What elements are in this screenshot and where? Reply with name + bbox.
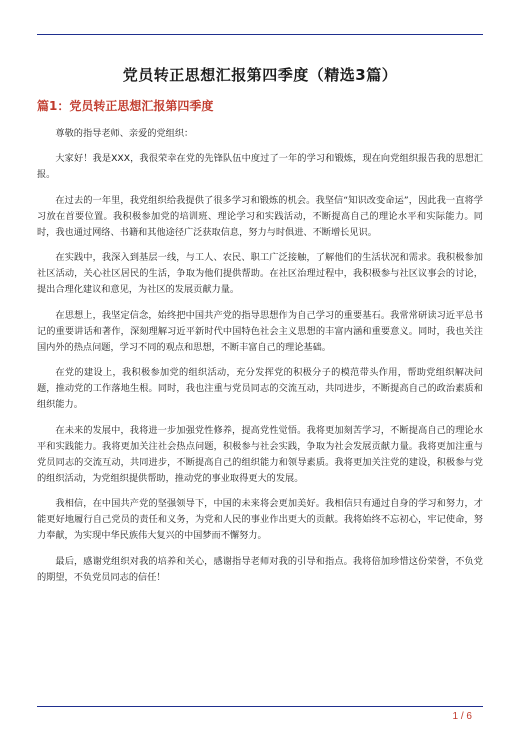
paragraph-salutation: 尊敬的指导老师、亲爱的党组织： [55,128,194,139]
paragraph-belief: 我相信，在中国共产党的坚强领导下，中国的未来将会更加美好。我相信只有通过自身的学习和努力，才能更好地履行自己党员的责任和义务，为党和人民的事业作出更大的贡献。我将始终不忘初心，牢记使命，努力奉献，为实现中华民族伟大复兴的中国梦而不懈努力。 [37,498,483,541]
document-title: 党员转正思想汇报第四季度（精选3篇） [122,66,398,84]
page-number: 1 / 6 [452,711,472,722]
section-heading: 篇1：党员转正思想汇报第四季度 [37,99,214,113]
paragraph-future: 在未来的发展中，我将进一步加强党性修养，提高党性觉悟。我将更加刻苦学习，不断提高自己的理论水平和实践能力。我将更加关注社会热点问题，积极参与社会实践，争取为社会发展贡献力量。我将更加注重与党员同志的交流互动，共同进步，不断提高自己的组织能力和领导素质。我将更加关注党的建设，积极参与党的组织活动，为党组织提供帮助，推动党的事业取得更大的发展。 [37,424,483,484]
paragraph-party-building: 在党的建设上，我积极参加党的组织活动，充分发挥党的积极分子的模范带头作用，帮助党组织解决问题，推动党的工作落地生根。同时，我也注重与党员同志的交流互动，共同进步，不断提高自己的政治素质和组织能力。 [37,367,483,410]
paragraph-closing: 最后，感谢党组织对我的培养和关心，感谢指导老师对我的引导和指点。我将倍加珍惜这份荣誉，不负党的期望，不负党员同志的信任！ [37,555,483,583]
paragraph-study: 在过去的一年里，我党组织给我提供了很多学习和锻炼的机会。我坚信“知识改变命运”，因此我一直将学习放在首要位置。我积极参加党的培训班、理论学习和实践活动，不断提高自己的理论水平和实际能力。同时，我也通过网络、书籍和其他途径广泛获取信息，努力与时俱进、不断增长见识。 [37,194,483,238]
paragraph-ideology: 在思想上，我坚定信念，始终把中国共产党的指导思想作为自己学习的重要基石。我常常研读习近平总书记的重要讲话和著作，深刻理解习近平新时代中国特色社会主义思想的丰富内涵和重要意义。同时，我也关注国内外的热点问题，学习不同的观点和思想，不断丰富自己的理论基础。 [37,309,483,353]
header-rule [37,34,483,35]
paragraph-practice: 在实践中，我深入到基层一线，与工人、农民、职工广泛接触，了解他们的生活状况和需求。我积极参加社区活动，关心社区居民的生活，争取为他们提供帮助。在社区治理过程中，我积极参与社区议事会的讨论，提出合理化建议和意见，为社区的发展贡献力量。 [37,252,483,295]
paragraph-greeting: 大家好！我是XXX，我很荣幸在党的先锋队伍中度过了一年的学习和锻炼，现在向党组织报告我的思想汇报。 [37,153,483,180]
document-body [37,126,483,595]
footer-rule [37,706,483,707]
